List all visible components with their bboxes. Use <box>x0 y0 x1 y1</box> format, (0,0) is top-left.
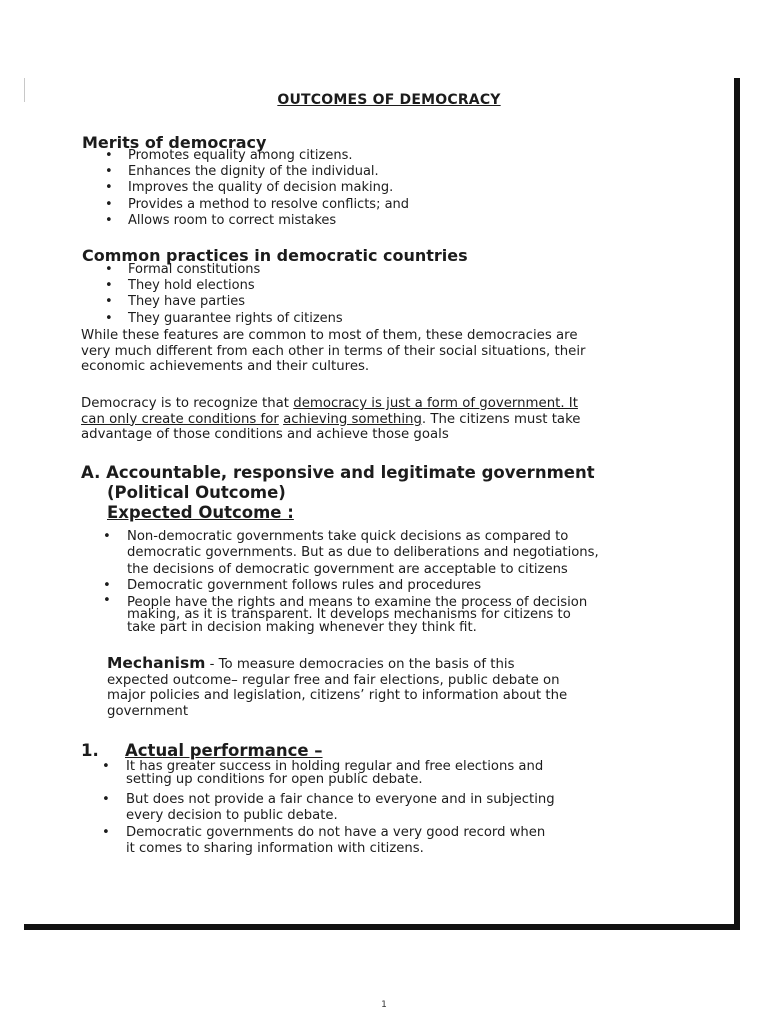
list-item: • Provides a method to resolve conflicts; and <box>105 197 409 213</box>
practices-list <box>105 262 343 327</box>
page-border-right <box>734 78 740 930</box>
list-item: • Enhances the dignity of the individual. <box>105 164 409 180</box>
actual-performance-heading: Actual performance – <box>125 741 323 760</box>
section-a-heading: A. Accountable, responsive and legitimate government <box>81 463 595 482</box>
underlined-phrase: achieving something <box>283 411 422 427</box>
mechanism-paragraph: Mechanism - To measure democracies on the basis of this expected outcome– regular free and fair elections, public debate on major policies and legislation, citizens’ right to information about the government <box>107 654 568 719</box>
list-item: • They have parties <box>105 294 343 310</box>
page-number: 1 <box>381 1000 387 1010</box>
list-item: • People have the rights and means to examine the process of decision making, as it is transparent. It develops mechanisms for citizens to take part in decision making whenever they think fit. <box>103 595 599 635</box>
section-a-subheading: (Political Outcome) <box>107 483 286 502</box>
underlined-phrase: democracy is just a form of government. It <box>293 396 578 411</box>
actual-number: 1. <box>81 741 99 760</box>
merits-heading: Merits of democracy <box>82 133 267 152</box>
underlined-phrase: can only create conditions for <box>81 411 279 427</box>
list-item: • Democratic governments do not have a very good record when it comes to sharing information with citizens. <box>102 825 555 858</box>
list-item: • They guarantee rights of citizens <box>105 311 343 327</box>
expected-outcome-list <box>103 529 599 635</box>
page-border-bottom <box>24 924 740 930</box>
mechanism-label: Mechanism <box>107 654 206 672</box>
page-title: OUTCOMES OF DEMOCRACY <box>277 92 501 108</box>
list-item: • Non-democratic governments take quick decisions as compared to democratic governments. But as due to deliberations and negotiations, the decisions of democratic government are acceptable to citizens <box>103 529 599 578</box>
list-item: • Democratic government follows rules and procedures <box>103 578 599 594</box>
practices-paragraph: While these features are common to most of them, these democracies are very much different from each other in terms of their social situations, their economic achievements and their cultures. <box>81 328 586 374</box>
list-item: • Formal constitutions <box>105 262 343 278</box>
recognize-paragraph: Democracy is to recognize that democracy is just a form of government. It can only create conditions for achieving something. The citizens must take advantage of those conditions and achieve those goals <box>81 396 581 442</box>
actual-performance-list <box>102 761 555 858</box>
list-item: • Improves the quality of decision making. <box>105 180 409 196</box>
list-item: • It has greater success in holding regular and free elections and setting up conditions for open public debate. <box>102 761 555 786</box>
practices-heading: Common practices in democratic countries <box>82 246 468 265</box>
merits-list <box>105 148 409 229</box>
list-item: • Promotes equality among citizens. <box>105 148 409 164</box>
list-item: • Allows room to correct mistakes <box>105 213 409 229</box>
list-item: • But does not provide a fair chance to everyone and in subjecting every decision to public debate. <box>102 792 555 825</box>
list-item: • They hold elections <box>105 278 343 294</box>
expected-outcome-heading: Expected Outcome : <box>107 503 294 522</box>
